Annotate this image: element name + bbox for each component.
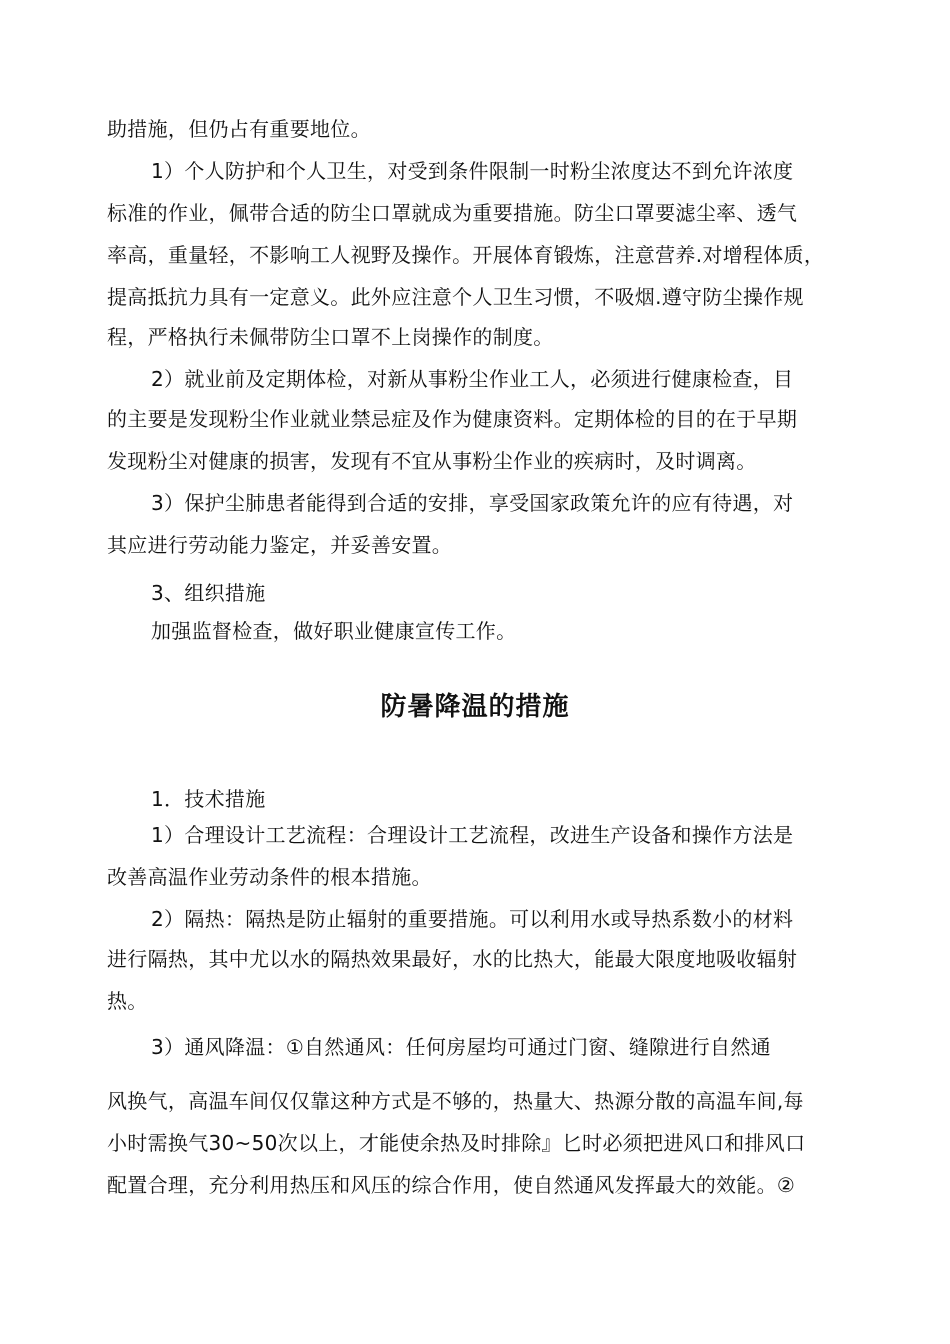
text-line: 改善高温作业劳动条件的根本措施。 <box>107 865 432 889</box>
text-line: 发现粉尘对健康的损害，发现有不宜从事粉尘作业的疾病时，及时调离。 <box>107 449 757 473</box>
section-heading: 3、组织措施 <box>151 581 266 605</box>
text-line: 率高，重量轻，不影响工人视野及操作。开展体育锻炼，注意营养.对增程体质， <box>107 243 825 267</box>
text-line: 1）合理设计工艺流程：合理设计工艺流程，改进生产设备和操作方法是 <box>151 823 794 847</box>
section-title: 防暑降温的措施 <box>380 692 570 722</box>
text-line: 风换气，高温车间仅仅靠这种方式是不够的，热量大、热源分散的高温车间,每 <box>107 1089 804 1113</box>
text-line: 助措施，但仍占有重要地位。 <box>107 117 371 141</box>
text-line: 提高抵抗力具有一定意义。此外应注意个人卫生习惯，不吸烟.遵守防尘操作规 <box>107 285 804 309</box>
text-line: 进行隔热，其中尤以水的隔热效果最好，水的比热大，能最大限度地吸收辐射 <box>107 947 798 971</box>
text-line: 2）隔热：隔热是防止辐射的重要措施。可以利用水或导热系数小的材料 <box>151 907 794 931</box>
text-line: 2）就业前及定期体检，对新从事粉尘作业工人，必须进行健康检查，目 <box>151 367 794 391</box>
text-line: 热。 <box>107 989 148 1013</box>
text-line: 配置合理，充分利用热压和风压的综合作用，使自然通风发挥最大的效能。② <box>107 1173 796 1197</box>
text-line: 加强监督检查，做好职业健康宣传工作。 <box>151 619 517 643</box>
text-line: 3）保护尘肺患者能得到合适的安排，享受国家政策允许的应有待遇，对 <box>151 491 794 515</box>
text-line: 的主要是发现粉尘作业就业禁忌症及作为健康资料。定期体检的目的在于早期 <box>107 407 798 431</box>
text-line: 程，严格执行未佩带防尘口罩不上岗操作的制度。 <box>107 325 554 349</box>
text-line: 标准的作业，佩带合适的防尘口罩就成为重要措施。防尘口罩要滤尘率、透气 <box>107 201 798 225</box>
text-line: 3）通风降温：①自然通风：任何房屋均可通过门窗、缝隙进行自然通 <box>151 1035 771 1059</box>
text-line: 1）个人防护和个人卫生，对受到条件限制一时粉尘浓度达不到允许浓度 <box>151 159 794 183</box>
section-heading: 1．技术措施 <box>151 787 266 811</box>
text-line: 小时需换气30~50次以上，才能使余热及时排除』匕时必须把进风口和排风口 <box>107 1131 806 1155</box>
text-line: 其应进行劳动能力鉴定，并妥善安置。 <box>107 533 453 557</box>
